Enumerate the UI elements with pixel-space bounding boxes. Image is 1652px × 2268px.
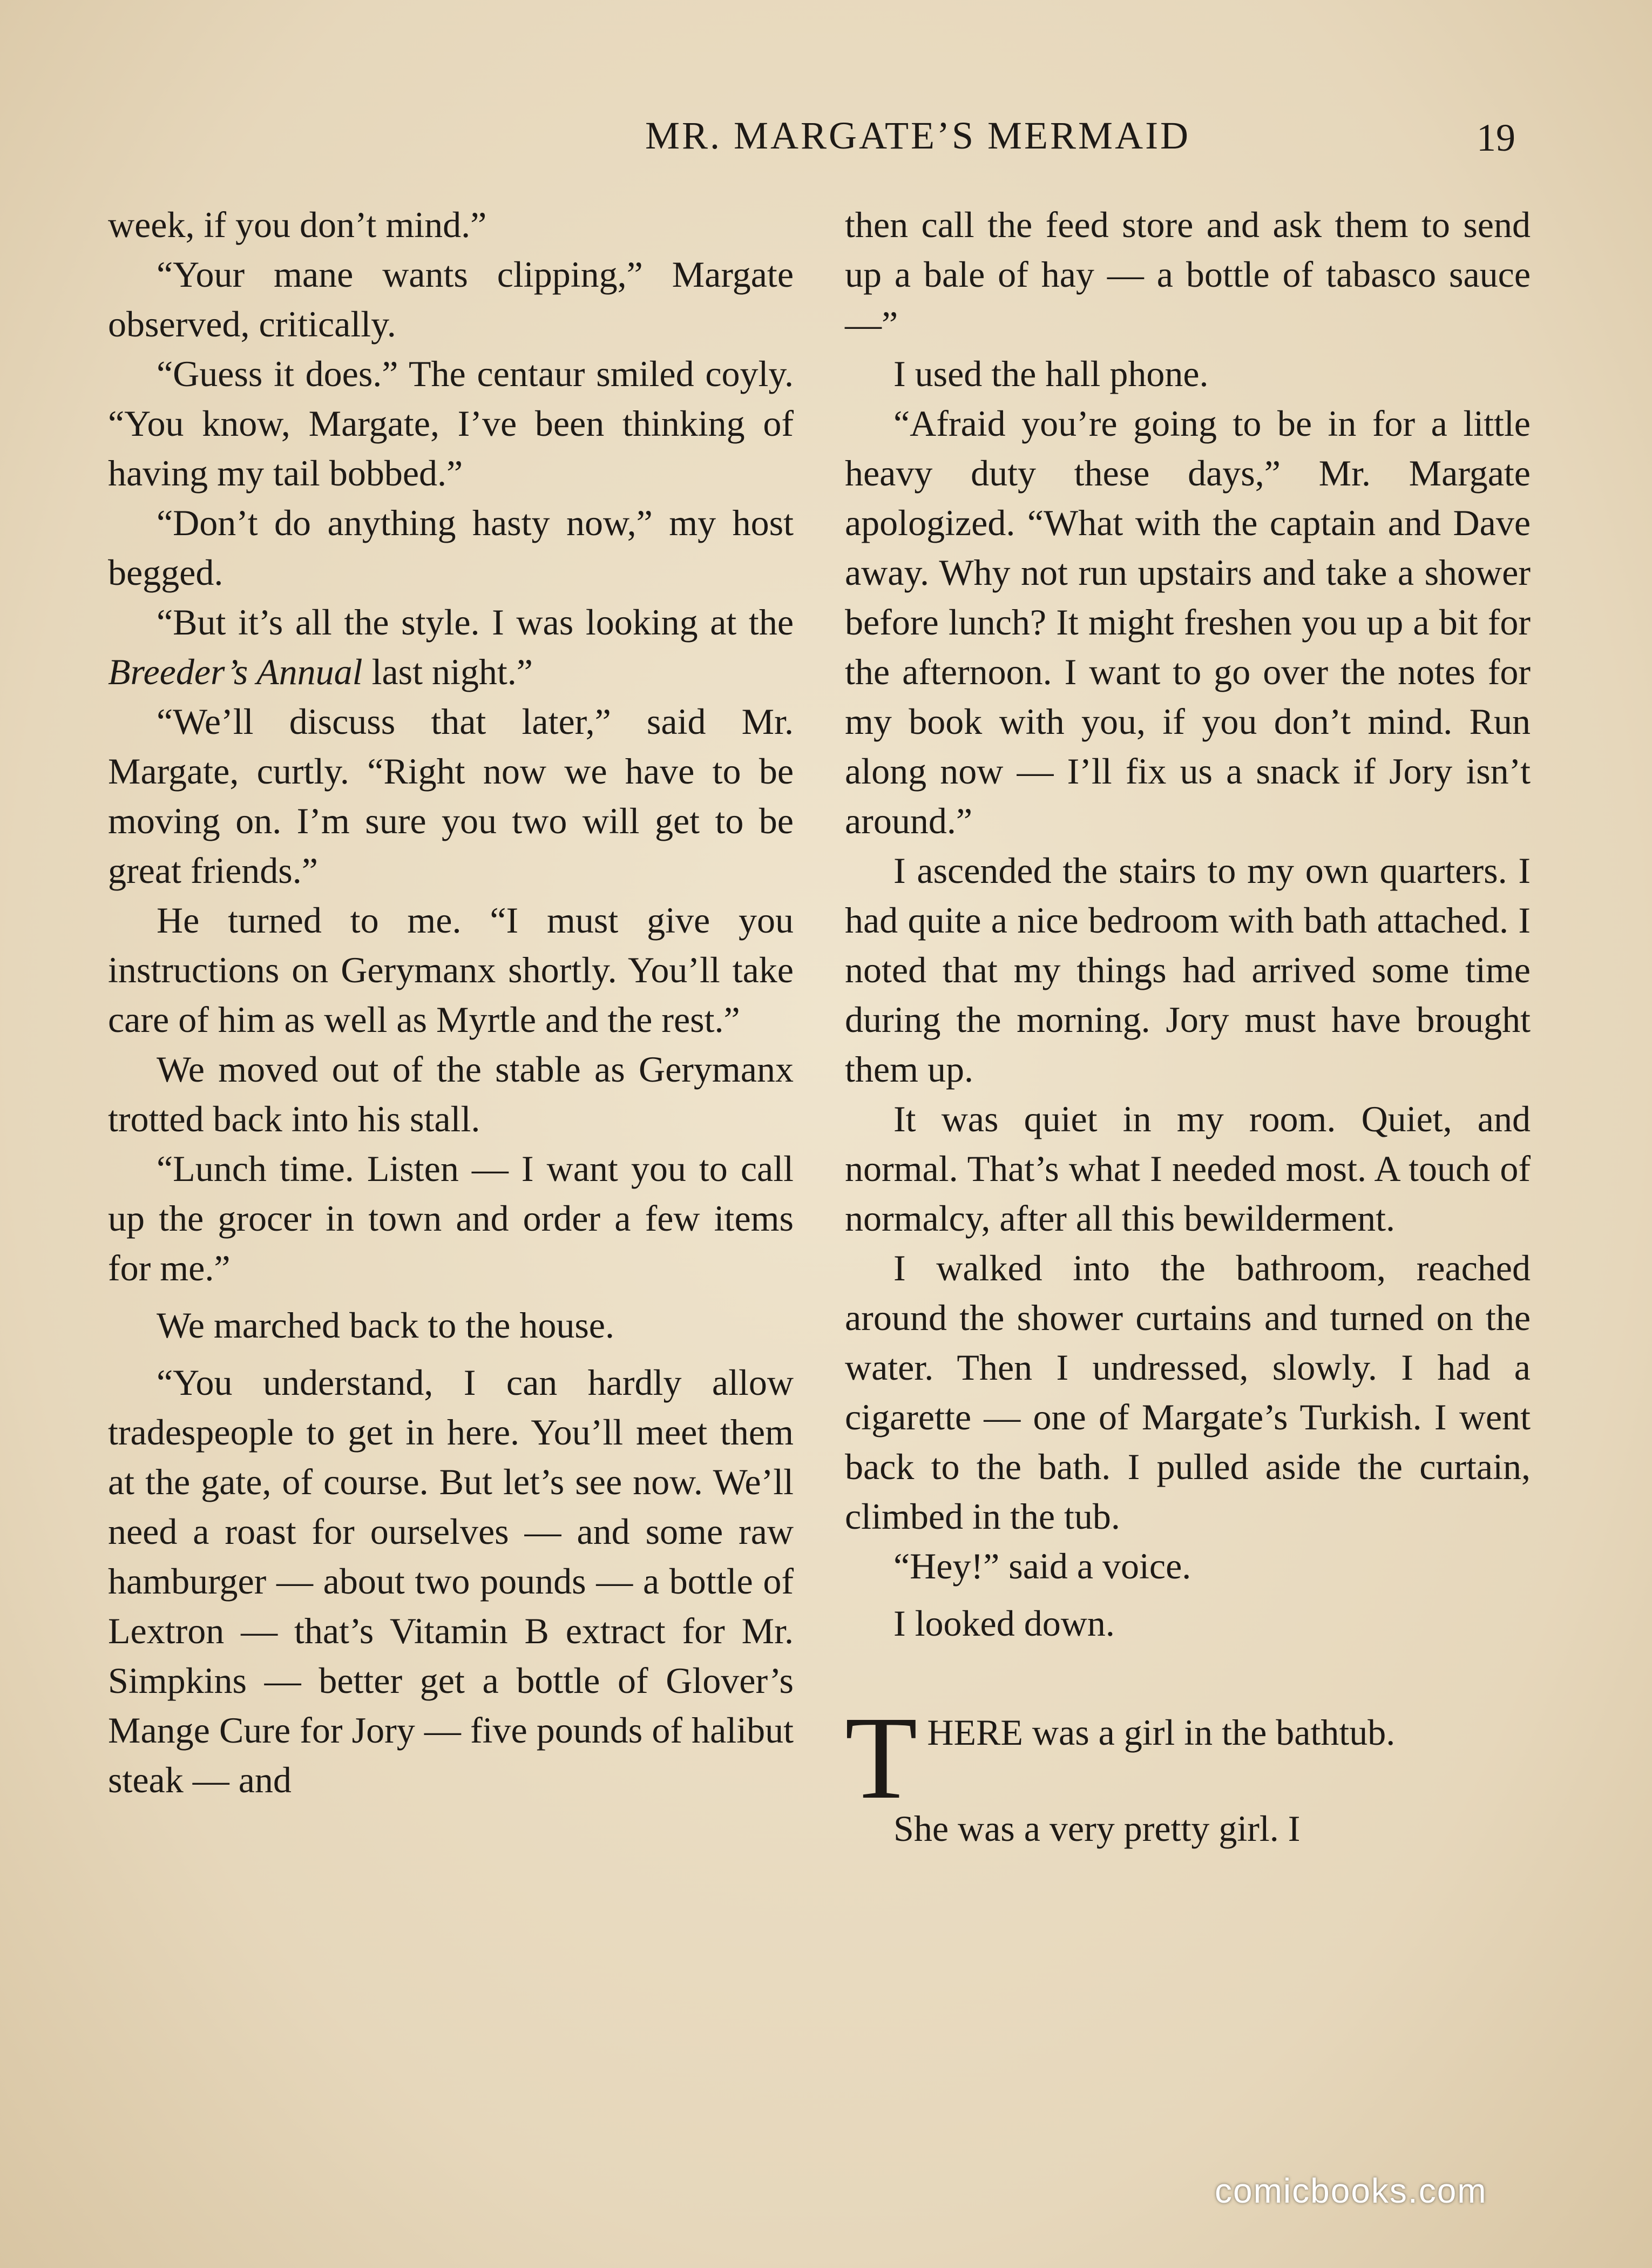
magazine-title: Breeder’s Annual [108,651,363,692]
paragraph: We marched back to the house. [157,1305,614,1346]
paragraph: then call the feed store and ask them to send up a bale of hay — a bottle of tabasco sauce—” [845,204,1531,345]
paragraph: “You understand, I can hardly allow tradespeople to get in here. You’ll meet them at the gate, of course. But let’s see now. We’ll need a roast for ourselves — and some raw hamburger — about two pounds — a bottle of Lextron — that’s Vitamin B extract for Mr. Simpkins — better get a bottle of Glover’s Mange Cure for Jory — five pounds of halibut steak — and [108,1362,794,1800]
section-break [845,1692,1531,1853]
page-header [0,113,1652,173]
paragraph-text: HERE was a girl in the bathtub. [927,1712,1396,1753]
paragraph: week, if you don’t mind.” [108,204,487,245]
right-column [845,200,1531,1853]
paragraph: “Lunch time. Listen — I want you to call up the grocer in town and order a few items for me.” [108,1148,794,1288]
paragraph-text: “But it’s all the style. I was looking at the [157,602,794,643]
paragraph: “Your mane wants clipping,” Margate observed, critically. [108,254,794,345]
paragraph: We moved out of the stable as Gerymanx trotted back into his stall. [108,1049,794,1139]
paragraph: “Guess it does.” The centaur smiled coyly. “You know, Margate, I’ve been thinking of having my tail bobbed.” [108,353,794,494]
paragraph: “Don’t do anything hasty now,” my host begged. [108,502,794,593]
paragraph: I walked into the bathroom, reached around the shower curtains and turned on the water. Then I undressed, slowly. I had a cigarette — one of Margate’s Turkish. I went back to the bath. I pulled aside the curtain, climbed in the tub. [845,1247,1531,1537]
paragraph: He turned to me. “I must give you instructions on Gerymanx shortly. You’ll take care of him as well as Myrtle and the rest.” [108,900,794,1040]
paragraph: “Hey!” said a voice. [893,1545,1191,1587]
paragraph: She was a very pretty girl. I [893,1808,1301,1849]
running-title: MR. MARGATE’S MERMAID [645,114,1191,157]
drop-cap: T [845,1692,918,1824]
paragraph: “Afraid you’re going to be in for a little heavy duty these days,” Mr. Margate apologized. “What with the captain and Dave away. Why not run upstairs and take a shower before lunch? It might freshen you up a bit for the afternoon. I want to go over the notes for my book with you, if you don’t mind. Run along now — I’ll fix us a snack if Jory isn’t around.” [845,403,1531,841]
paragraph: It was quiet in my room. Quiet, and normal. That’s what I needed most. A touch of normalcy, after all this bewilderment. [845,1098,1531,1239]
paragraph: “We’ll discuss that later,” said Mr. Margate, curtly. “Right now we have to be moving on. I’m sure you two will get to be great friends.” [108,701,794,891]
page-number: 19 [1477,116,1515,159]
paragraph: I looked down. [893,1603,1115,1644]
left-column [108,200,794,1805]
site-watermark: comicbooks.com [1215,2171,1487,2210]
paragraph [108,597,794,697]
paragraph: I used the hall phone. [893,353,1209,394]
paragraph: I ascended the stairs to my own quarters. I had quite a nice bedroom with bath attached. I noted that my things had arrived some time during the morning. Jory must have brought them up. [845,850,1531,1090]
dropcap-paragraph [845,1692,1531,1824]
paragraph-text: last night.” [362,651,533,692]
